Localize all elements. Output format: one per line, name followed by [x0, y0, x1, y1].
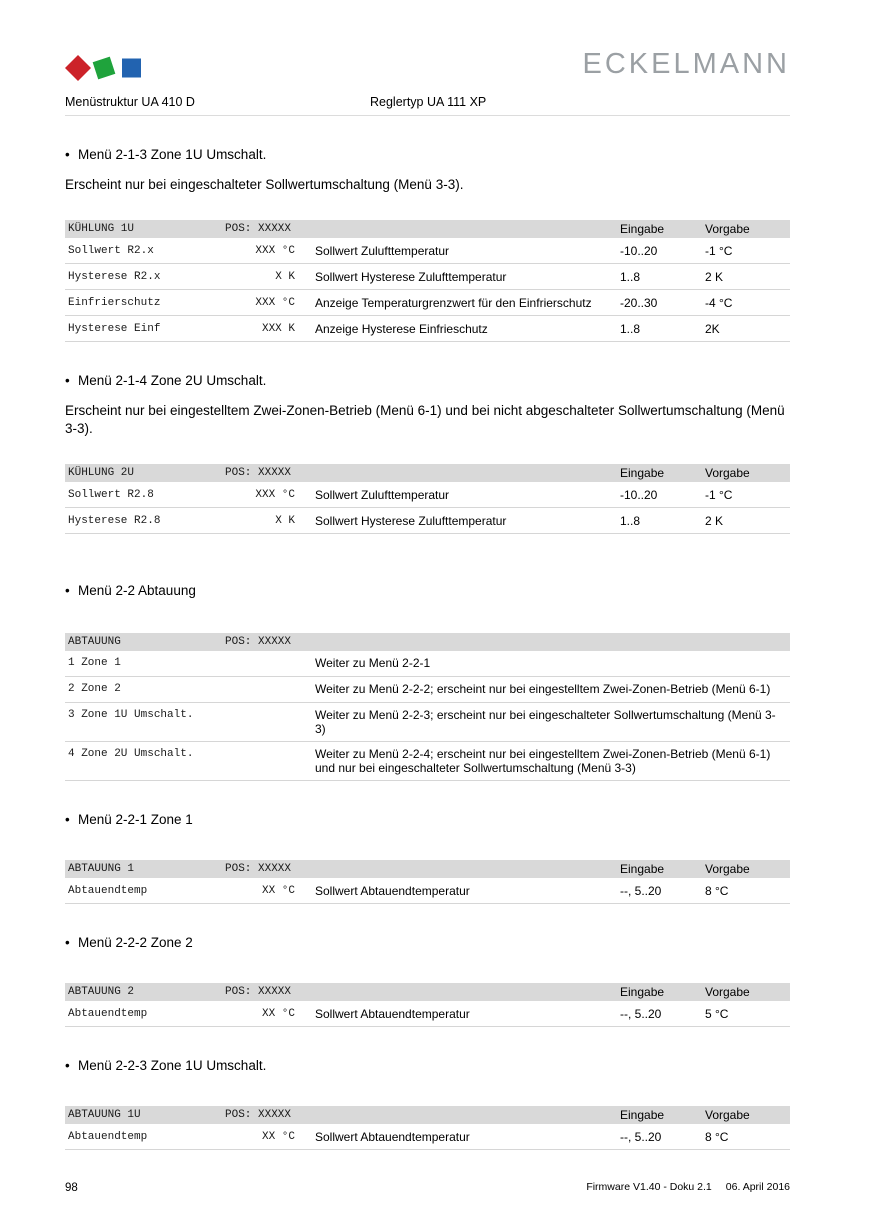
table-title: KÜHLUNG 2U [68, 467, 135, 479]
parameter-table-abtauung-1u [65, 1106, 790, 1150]
bullet-icon [65, 934, 78, 951]
param-description: Anzeige Hysterese Einfrieschutz [315, 321, 488, 336]
column-header-eingabe: Eingabe [620, 862, 665, 876]
table-row [65, 878, 790, 904]
param-value: XXX °C [255, 488, 295, 501]
menu-entry: 1 Zone 1 [68, 657, 121, 669]
column-header-vorgabe: Vorgabe [705, 466, 750, 480]
param-vorgabe: 8 °C [705, 1129, 729, 1144]
column-header-vorgabe: Vorgabe [705, 862, 750, 876]
table-header [65, 983, 790, 1001]
bullet-icon [65, 1057, 78, 1074]
param-value: XXX °C [255, 296, 295, 309]
column-header-vorgabe: Vorgabe [705, 985, 750, 999]
param-description: Sollwert Abtauendtemperatur [315, 1129, 470, 1144]
section-heading-menu-2-2 [65, 582, 790, 599]
param-vorgabe: -4 °C [705, 295, 733, 310]
footer-info [586, 1181, 790, 1193]
menu-entry: 4 Zone 2U Umschalt. [68, 748, 194, 760]
param-description: Sollwert Hysterese Zulufttemperatur [315, 269, 507, 284]
firmware-version: Firmware V1.40 - Doku 2.1 [586, 1181, 712, 1193]
table-header [65, 220, 790, 238]
table-row [65, 482, 790, 508]
param-eingabe: --, 5..20 [620, 1006, 662, 1021]
param-name: Hysterese Einf [68, 322, 161, 335]
table-title: ABTAUUNG 1 [68, 863, 135, 875]
column-header-vorgabe: Vorgabe [705, 1108, 750, 1122]
table-pos: POS: XXXXX [225, 223, 292, 235]
table-title: ABTAUUNG [68, 636, 121, 648]
section-heading-menu-2-2-1 [65, 811, 790, 828]
param-value: XXX °C [255, 244, 295, 257]
param-value: XX °C [261, 1007, 295, 1020]
column-header-eingabe: Eingabe [620, 222, 665, 236]
section-heading-text: Menü 2-2-1 Zone 1 [78, 812, 193, 827]
table-row [65, 316, 790, 342]
table-pos: POS: XXXXX [225, 467, 292, 479]
param-description: Anzeige Temperaturgrenzwert für den Einfrierschutz [315, 295, 592, 310]
param-name: Abtauendtemp [68, 1130, 148, 1143]
menu-description: Weiter zu Menü 2-2-2; erscheint nur bei eingestelltem Zwei-Zonen-Betrieb (Menü 6-1) [315, 682, 771, 696]
bullet-icon [65, 811, 78, 828]
param-name: Abtauendtemp [68, 1007, 148, 1020]
table-title: ABTAUUNG 2 [68, 986, 135, 998]
param-name: Sollwert R2.x [68, 244, 154, 257]
param-name: Hysterese R2.x [68, 270, 161, 283]
table-row [65, 1001, 790, 1027]
table-row [65, 264, 790, 290]
column-header-eingabe: Eingabe [620, 1108, 665, 1122]
param-description: Sollwert Abtauendtemperatur [315, 1006, 470, 1021]
table-header [65, 860, 790, 878]
param-value: XX °C [261, 884, 295, 897]
param-value: X K [275, 270, 295, 283]
section-intro: Erscheint nur bei eingeschalteter Sollwertumschaltung (Menü 3-3). [65, 177, 464, 192]
param-vorgabe: -1 °C [705, 243, 733, 258]
param-name: Einfrierschutz [68, 296, 161, 309]
section-heading-text: Menü 2-2-3 Zone 1U Umschalt. [78, 1058, 267, 1073]
doc-type: Reglertyp UA 111 XP [370, 95, 487, 109]
param-description: Sollwert Hysterese Zulufttemperatur [315, 513, 507, 528]
section-heading-menu-2-2-2 [65, 934, 790, 951]
menu-description: Weiter zu Menü 2-2-3; erscheint nur bei eingeschalteter Sollwertumschaltung (Menü 3-3) [315, 708, 776, 736]
param-eingabe: 1..8 [620, 513, 641, 528]
menu-entry: 2 Zone 2 [68, 683, 121, 695]
parameter-table-kuehlung-2u [65, 464, 790, 534]
param-description: Sollwert Abtauendtemperatur [315, 883, 470, 898]
param-eingabe: -10..20 [620, 243, 658, 258]
param-description: Sollwert Zulufttemperatur [315, 487, 450, 502]
parameter-table-kuehlung-1u [65, 220, 790, 342]
param-vorgabe: -1 °C [705, 487, 733, 502]
section-heading-text: Menü 2-2 Abtauung [78, 583, 196, 598]
table-title: ABTAUUNG 1U [68, 1109, 141, 1121]
param-vorgabe: 2 K [705, 513, 724, 528]
table-row [65, 1124, 790, 1150]
table-pos: POS: XXXXX [225, 636, 292, 648]
table-pos: POS: XXXXX [225, 986, 292, 998]
table-title: KÜHLUNG 1U [68, 223, 135, 235]
section-heading-menu-2-1-3 [65, 146, 790, 163]
table-row [65, 508, 790, 534]
bullet-icon [65, 372, 78, 389]
menu-row [65, 703, 790, 742]
bullet-icon [65, 146, 78, 163]
table-header [65, 1106, 790, 1124]
menu-description: Weiter zu Menü 2-2-4; erscheint nur bei eingestelltem Zwei-Zonen-Betrieb (Menü 6-1) und nur bei eingeschalteter Sollwertumschaltung (Menü 3-3) [315, 747, 771, 775]
parameter-table-abtauung-2 [65, 983, 790, 1027]
param-value: XX °C [261, 1130, 295, 1143]
param-eingabe: -10..20 [620, 487, 658, 502]
brand-wordmark: ECKELMANN [582, 48, 790, 80]
table-pos: POS: XXXXX [225, 863, 292, 875]
column-header-eingabe: Eingabe [620, 985, 665, 999]
param-vorgabe: 5 °C [705, 1006, 729, 1021]
param-eingabe: -20..30 [620, 295, 658, 310]
document-header [65, 95, 790, 116]
column-header-vorgabe: Vorgabe [705, 222, 750, 236]
param-value: X K [275, 514, 295, 527]
param-vorgabe: 2 K [705, 269, 724, 284]
menu-row [65, 742, 790, 781]
table-row [65, 238, 790, 264]
param-eingabe: 1..8 [620, 321, 641, 336]
param-eingabe: --, 5..20 [620, 1129, 662, 1144]
menu-table-abtauung [65, 633, 790, 781]
param-vorgabe: 8 °C [705, 883, 729, 898]
param-eingabe: --, 5..20 [620, 883, 662, 898]
section-intro: Erscheint nur bei eingestelltem Zwei-Zonen-Betrieb (Menü 6-1) und bei nicht abgeschalteter Sollwertumschaltung (Menü 3-3). [65, 403, 785, 436]
section-heading-text: Menü 2-1-4 Zone 2U Umschalt. [78, 373, 267, 388]
param-value: XXX K [261, 322, 295, 335]
table-row [65, 290, 790, 316]
param-eingabe: 1..8 [620, 269, 641, 284]
table-header [65, 633, 790, 651]
parameter-table-abtauung-1 [65, 860, 790, 904]
menu-description: Weiter zu Menü 2-2-1 [315, 656, 431, 670]
column-header-eingabe: Eingabe [620, 466, 665, 480]
param-description: Sollwert Zulufttemperatur [315, 243, 450, 258]
param-vorgabe: 2K [705, 321, 720, 336]
param-name: Hysterese R2.8 [68, 514, 161, 527]
section-heading-text: Menü 2-2-2 Zone 2 [78, 935, 193, 950]
bullet-icon [65, 582, 78, 599]
company-logo-icon [65, 54, 147, 82]
menu-row [65, 677, 790, 703]
param-name: Abtauendtemp [68, 884, 148, 897]
doc-date: 06. April 2016 [725, 1181, 790, 1193]
section-heading-text: Menü 2-1-3 Zone 1U Umschalt. [78, 147, 267, 162]
param-name: Sollwert R2.8 [68, 488, 154, 501]
logo-square-green [93, 57, 116, 80]
section-heading-menu-2-1-4 [65, 372, 790, 389]
table-pos: POS: XXXXX [225, 1109, 292, 1121]
logo-diamond-red [65, 55, 91, 81]
logo-square-blue [122, 59, 141, 78]
table-header [65, 464, 790, 482]
menu-row [65, 651, 790, 677]
menu-entry: 3 Zone 1U Umschalt. [68, 709, 194, 721]
doc-title: Menüstruktur UA 410 D [65, 95, 195, 109]
section-heading-menu-2-2-3 [65, 1057, 790, 1074]
page-number: 98 [65, 1182, 78, 1194]
